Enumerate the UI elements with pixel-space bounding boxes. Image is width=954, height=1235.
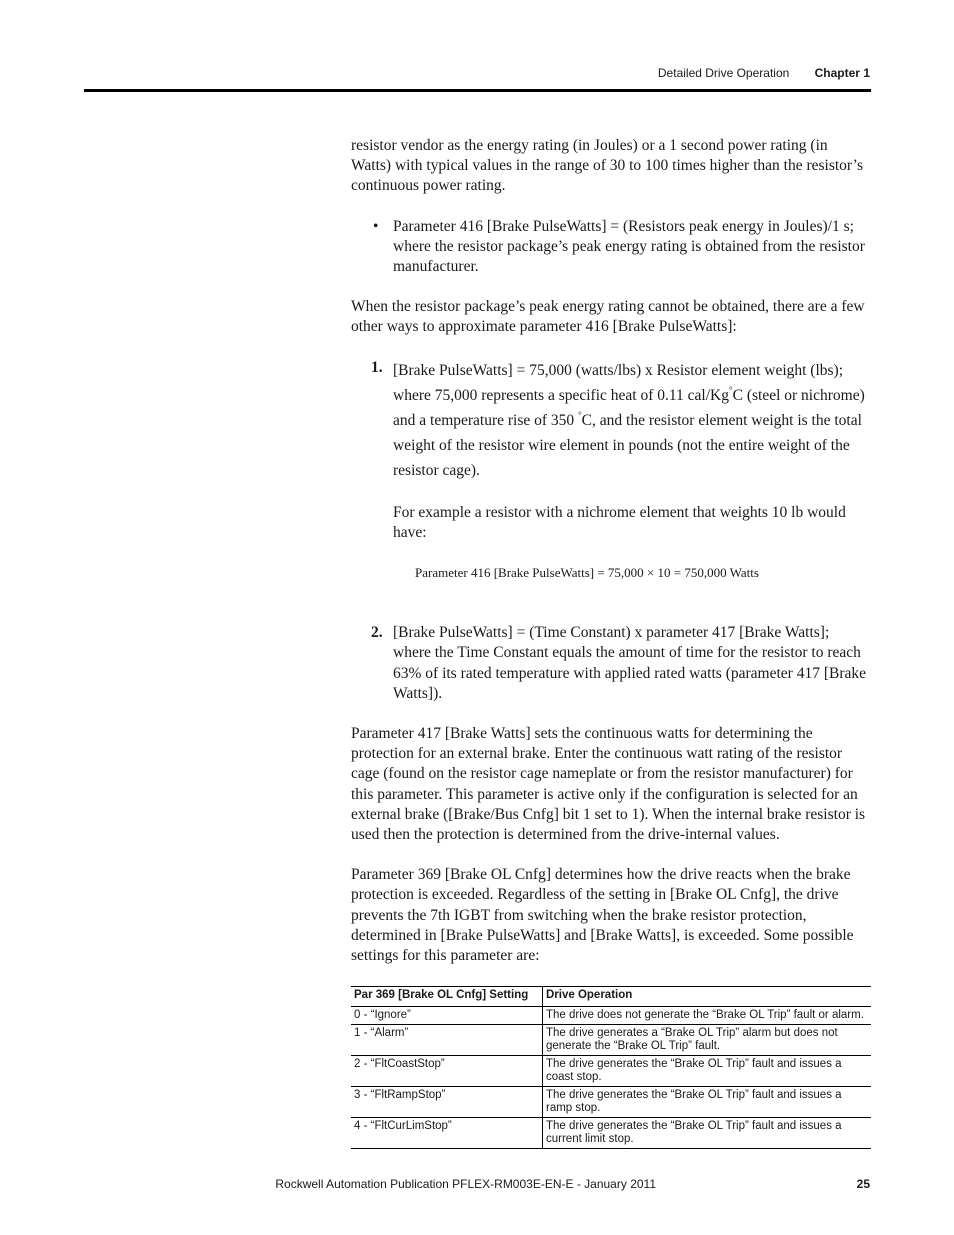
step-2 bbox=[371, 623, 871, 704]
table-cell: 1 - “Alarm” bbox=[351, 1025, 543, 1056]
table-cell: The drive does not generate the “Brake OL Trip” fault or alarm. bbox=[543, 1007, 872, 1025]
header-section-title: Detailed Drive Operation bbox=[657, 66, 790, 80]
step-number: 1. bbox=[371, 358, 383, 376]
page-header bbox=[658, 66, 870, 80]
table-cell: 3 - “FltRampStop” bbox=[351, 1087, 543, 1118]
numbered-list bbox=[351, 358, 871, 704]
column-header: Drive Operation bbox=[543, 987, 872, 1007]
brake-ol-settings-table bbox=[351, 986, 871, 1149]
table-row bbox=[351, 1118, 871, 1149]
paragraph-resistor-vendor: resistor vendor as the energy rating (in Joules) or a 1 second power rating (in Watts) with typical values in the range of 30 to 100 times higher than the resistor’s continuous power rating. bbox=[351, 137, 864, 195]
page-content bbox=[351, 136, 871, 1149]
table-cell: The drive generates the “Brake OL Trip” fault and issues a ramp stop. bbox=[543, 1087, 872, 1118]
header-rule bbox=[84, 89, 871, 92]
degree-symbol: ° bbox=[578, 409, 582, 420]
page-number: 25 bbox=[856, 1177, 870, 1191]
step-2-text: [Brake PulseWatts] = (Time Constant) x parameter 417 [Brake Watts]; where the Time Constant equals the amount of time for the resistor to reach 63% of its rated temperature with applied rated watts (parameter 417 [Brake Watts]). bbox=[393, 624, 866, 702]
table-cell: 4 - “FltCurLimStop” bbox=[351, 1118, 543, 1149]
step-number: 2. bbox=[371, 624, 383, 642]
step-1-example: For example a resistor with a nichrome element that weights 10 lb would have: bbox=[393, 503, 846, 541]
publication-info: Rockwell Automation Publication PFLEX-RM003E-EN-E - January 2011 bbox=[275, 1177, 656, 1191]
bullet-list bbox=[351, 217, 871, 278]
degree-symbol: ° bbox=[729, 384, 733, 395]
bullet-item: • Parameter 416 [Brake PulseWatts] = (Resistors peak energy in Joules)/1 s; where the resistor package’s peak energy rating is obtained from the resistor manufacturer. bbox=[393, 217, 871, 278]
formula: Parameter 416 [Brake PulseWatts] = 75,000 × 10 = 750,000 Watts bbox=[415, 565, 759, 581]
paragraph-brake-watts: Parameter 417 [Brake Watts] sets the continuous watts for determining the protection for an external brake. Enter the continuous watt rating of the resistor cage (found on the resistor cage nameplate or from the resistor manufacturer) for this parameter. This parameter is active only if the configuration is selected for an external brake ([Brake/Bus Cnfg] bit 1 set to 1). When the internal brake resistor is used then the protection is determined from the drive-internal values. bbox=[351, 725, 866, 844]
column-header: Par 369 [Brake OL Cnfg] Setting bbox=[351, 987, 543, 1007]
table-row bbox=[351, 1087, 871, 1118]
table-cell: 0 - “Ignore” bbox=[351, 1007, 543, 1025]
step-1 bbox=[371, 358, 871, 584]
table-row bbox=[351, 1056, 871, 1087]
page-footer bbox=[275, 1177, 870, 1191]
paragraph-brake-ol-cnfg: Parameter 369 [Brake OL Cnfg] determines how the drive reacts when the brake protection is exceeded. Regardless of the setting in [Brake OL Cnfg], the drive prevents the 7th IGBT from switching when the brake resistor protection, determined in [Brake PulseWatts] and [Brake Watts], is exceeded. Some possible settings for this parameter are: bbox=[351, 866, 854, 965]
table-cell: 2 - “FltCoastStop” bbox=[351, 1056, 543, 1087]
table-cell: The drive generates the “Brake OL Trip” fault and issues a current limit stop. bbox=[543, 1118, 872, 1149]
step-1-text: [Brake PulseWatts] = 75,000 (watts/lbs) x Resistor element weight (lbs); where 75,000 represents a specific heat of 0.11 cal/Kg°C (steel or nichrome) and a temperature rise of 350 °C, and the resistor element weight is the total weight of the resistor wire element in pounds (not the entire weight of the resistor cage). bbox=[393, 361, 865, 479]
table-header-row bbox=[351, 987, 871, 1007]
paragraph-approximation: When the resistor package’s peak energy rating cannot be obtained, there are a few other ways to approximate parameter 416 [Brake PulseWatts]: bbox=[351, 298, 865, 336]
header-chapter: Chapter 1 bbox=[814, 66, 870, 80]
table-row bbox=[351, 1007, 871, 1025]
table-row bbox=[351, 1025, 871, 1056]
table-cell: The drive generates a “Brake OL Trip” alarm but does not generate the “Brake OL Trip” fault. bbox=[543, 1025, 872, 1056]
table-cell: The drive generates the “Brake OL Trip” fault and issues a coast stop. bbox=[543, 1056, 872, 1087]
